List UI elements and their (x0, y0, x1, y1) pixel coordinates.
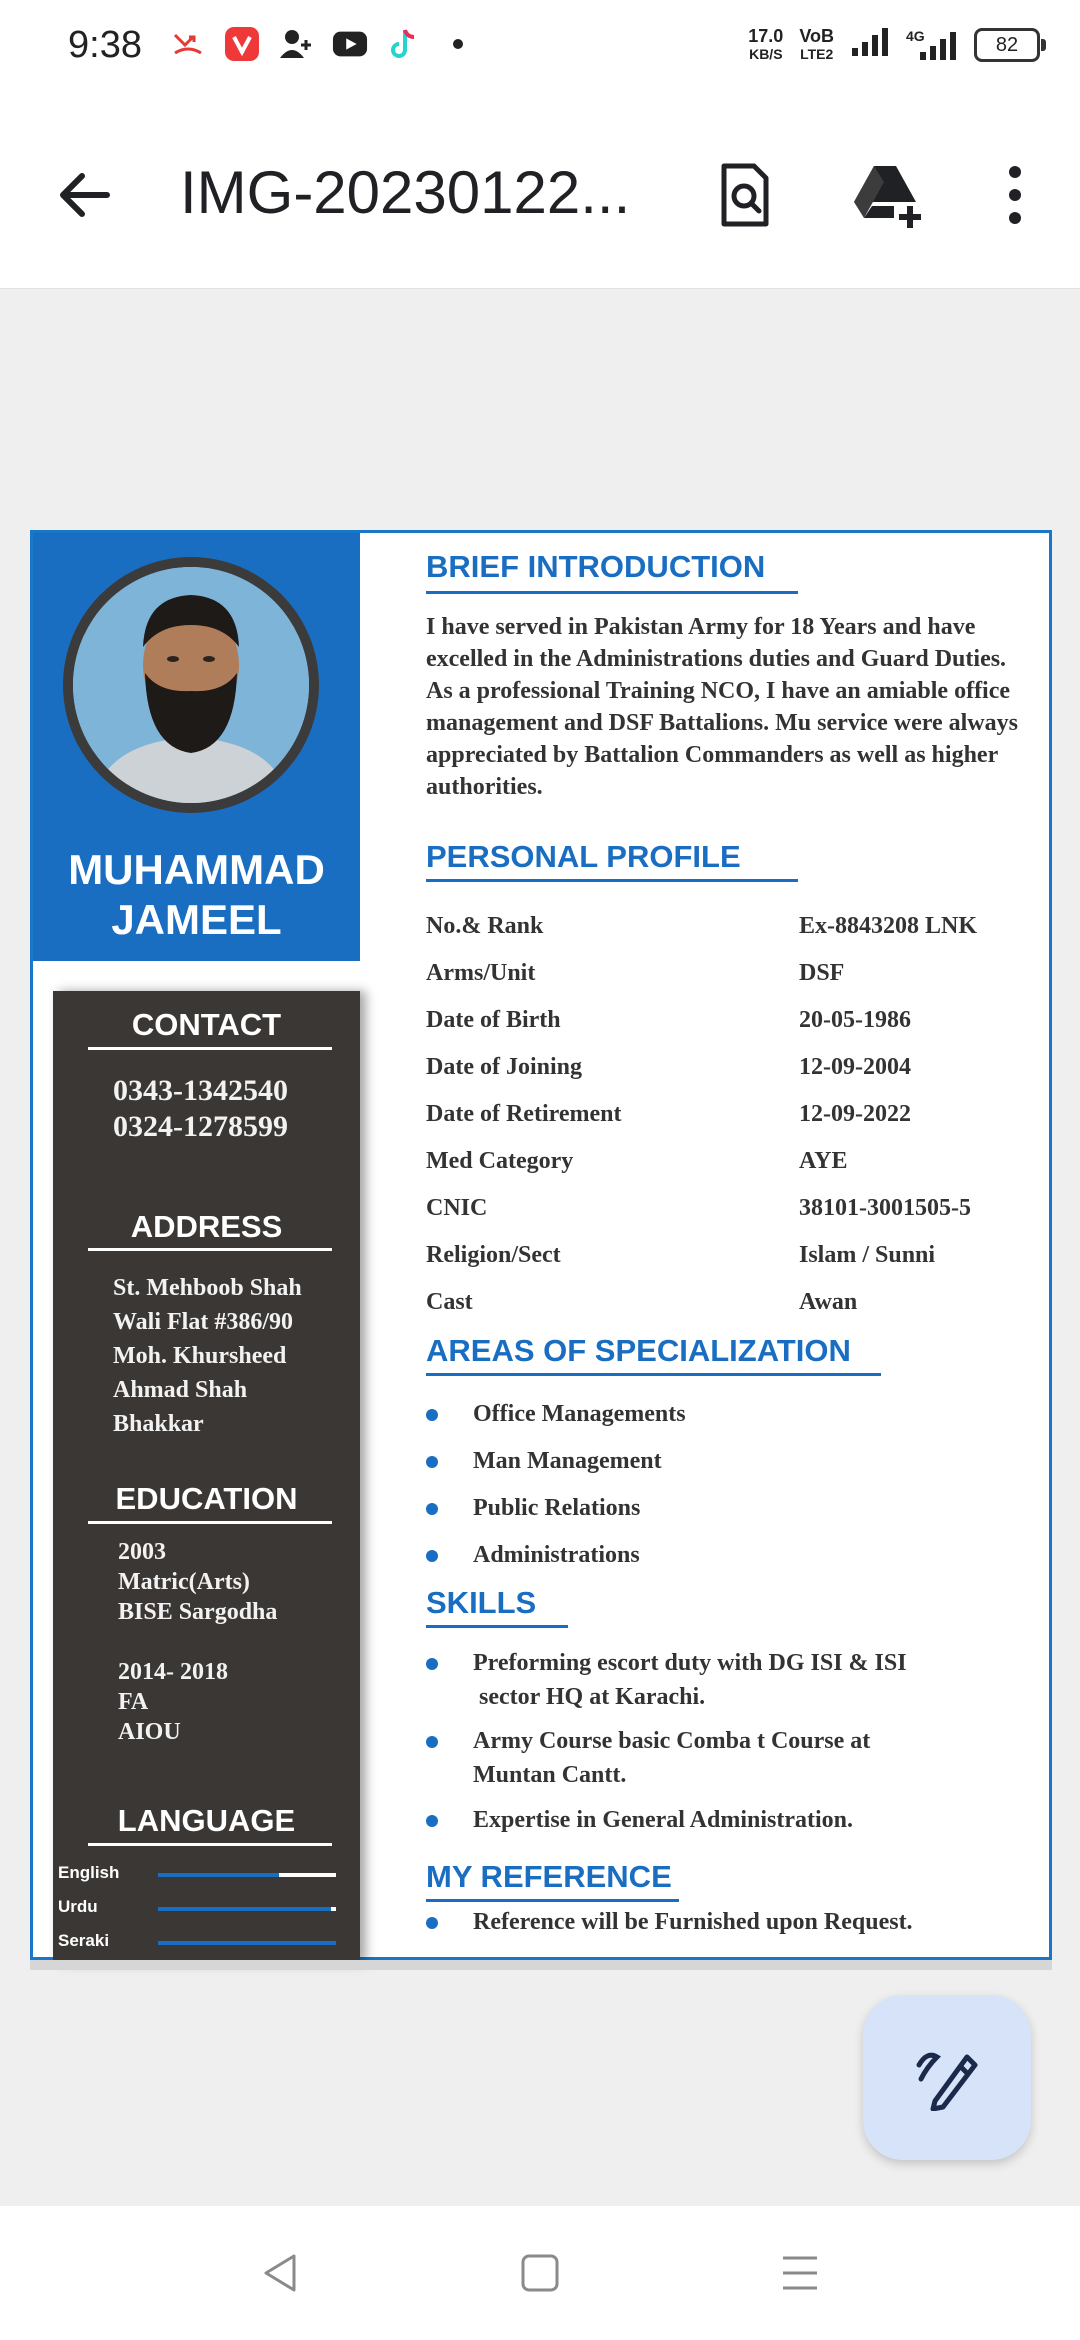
reference-heading: MY REFERENCE (426, 1859, 672, 1894)
bullet-icon (426, 1550, 438, 1562)
nav-back-icon[interactable] (256, 2248, 306, 2298)
language-level-bar (158, 1873, 336, 1877)
file-title: IMG-20230122... (180, 159, 631, 226)
battery-icon: 82 (974, 28, 1040, 62)
profile-label: Religion/Sect (426, 1242, 561, 1268)
bullet-icon (426, 1658, 438, 1670)
profile-label: CNIC (426, 1195, 488, 1221)
candidate-name: MUHAMMAD JAMEEL (68, 846, 325, 943)
add-contact-icon (278, 26, 314, 62)
intro-text: I have served in Pakistan Army for 18 Years and have excelled in the Administrations duties and Guard Duties. As a professional Training NCO, I have an amiable office management and DSF Battalions. Mu service were always appreciated by Battalion Commanders as well as higher authorities. (426, 614, 1018, 800)
bullet-icon (426, 1917, 438, 1929)
profile-value: AYE (799, 1148, 848, 1174)
profile-value: Islam / Sunni (799, 1242, 936, 1268)
language-heading: LANGUAGE (117, 1803, 296, 1838)
signal-icon (850, 26, 890, 63)
profile-label: Date of Joining (426, 1054, 582, 1080)
list-item: Army Course basic Comba t Course at Muntan Cantt. (473, 1728, 871, 1788)
profile-value: 20-05-1986 (799, 1007, 911, 1033)
intro-rule (426, 591, 798, 594)
signal-4g-icon: 4G (906, 28, 958, 62)
list-item: Preforming escort duty with DG ISI & ISI sector HQ at Karachi. (473, 1650, 907, 1710)
bullet-icon (426, 1503, 438, 1515)
bullet-icon (426, 1815, 438, 1827)
address-heading: ADDRESS (130, 1209, 283, 1244)
profile-value: 12-09-2022 (799, 1101, 911, 1127)
profile-heading: PERSONAL PROFILE (426, 839, 741, 874)
more-options-icon[interactable] (980, 160, 1050, 230)
status-time: 9:38 (68, 24, 142, 66)
list-item: Man Management (473, 1448, 662, 1474)
resume-image (30, 530, 1052, 1960)
profile-label: No.& Rank (426, 913, 544, 939)
specialization-rule (426, 1373, 881, 1376)
edit-fab-button[interactable] (863, 1995, 1031, 2160)
language-row-seraki: Seraki (58, 1931, 348, 1959)
language-level-bar (158, 1907, 336, 1911)
youtube-icon (332, 26, 368, 62)
profile-value: Awan (799, 1289, 858, 1315)
profile-value: 12-09-2004 (799, 1054, 911, 1080)
address-lines: St. Mehboob Shah Wali Flat #386/90 Moh. Khursheed Ahmad Shah Bhakkar (113, 1275, 302, 1437)
more-dot-icon (440, 26, 476, 62)
list-item: Expertise in General Administration. (473, 1807, 853, 1833)
specialization-heading: AREAS OF SPECIALIZATION (426, 1333, 851, 1368)
list-item: Public Relations (473, 1495, 641, 1521)
language-row-english: English (58, 1863, 348, 1891)
system-navigation-bar (0, 2206, 1080, 2340)
contact-phones: 0343-1342540 0324-1278599 (113, 1074, 288, 1143)
address-rule (88, 1248, 332, 1251)
bullet-icon (426, 1456, 438, 1468)
intro-heading: BRIEF INTRODUCTION (426, 549, 766, 584)
contact-heading: CONTACT (131, 1007, 282, 1042)
contact-rule (88, 1047, 332, 1050)
nav-home-icon[interactable] (515, 2248, 565, 2298)
profile-photo (63, 557, 319, 813)
network-speed: 17.0 KB/S (748, 25, 784, 62)
profile-photo-portrait (73, 567, 309, 803)
drive-add-icon[interactable] (850, 160, 920, 230)
system-icons (748, 26, 1040, 63)
profile-value: Ex-8843208 LNK (799, 913, 978, 939)
list-item: Reference will be Furnished upon Request. (473, 1909, 913, 1935)
app-toolbar (0, 100, 1080, 289)
vivaldi-icon (224, 26, 260, 62)
language-level-bar (158, 1941, 336, 1945)
profile-value: DSF (799, 960, 845, 986)
list-item: Office Managements (473, 1401, 686, 1427)
education-lines: 2003 Matric(Arts) BISE Sargodha 2014- 2018 FA AIOU (118, 1539, 278, 1745)
page-shadow (30, 1960, 1052, 1970)
language-row-urdu: Urdu (58, 1897, 348, 1925)
volte-indicator: VoB LTE2 (799, 25, 834, 62)
edit-pencil-icon (913, 2043, 981, 2111)
profile-label: Arms/Unit (426, 960, 536, 986)
language-rule (88, 1843, 332, 1846)
missed-call-icon (170, 26, 206, 62)
education-heading: EDUCATION (115, 1481, 298, 1516)
status-bar (0, 0, 1080, 100)
bullet-icon (426, 1736, 438, 1748)
resume-left-column (33, 533, 360, 1957)
education-rule (88, 1521, 332, 1524)
skills-heading: SKILLS (426, 1585, 537, 1620)
skills-rule (426, 1625, 568, 1628)
resume-header-panel (33, 533, 360, 961)
profile-rule (426, 879, 798, 882)
back-arrow-icon[interactable] (52, 160, 122, 230)
resume-sidebar (53, 991, 360, 1963)
notification-icons (170, 26, 476, 62)
bullet-icon (426, 1409, 438, 1421)
lens-search-icon[interactable] (710, 160, 780, 230)
nav-recents-icon[interactable] (775, 2248, 825, 2298)
profile-label: Date of Birth (426, 1007, 561, 1033)
profile-label: Cast (426, 1289, 473, 1315)
reference-rule (426, 1899, 679, 1902)
list-item: Administrations (473, 1542, 640, 1568)
profile-value: 38101-3001505-5 (799, 1195, 971, 1221)
tiktok-icon (386, 26, 422, 62)
profile-label: Med Category (426, 1148, 574, 1174)
profile-label: Date of Retirement (426, 1101, 622, 1127)
